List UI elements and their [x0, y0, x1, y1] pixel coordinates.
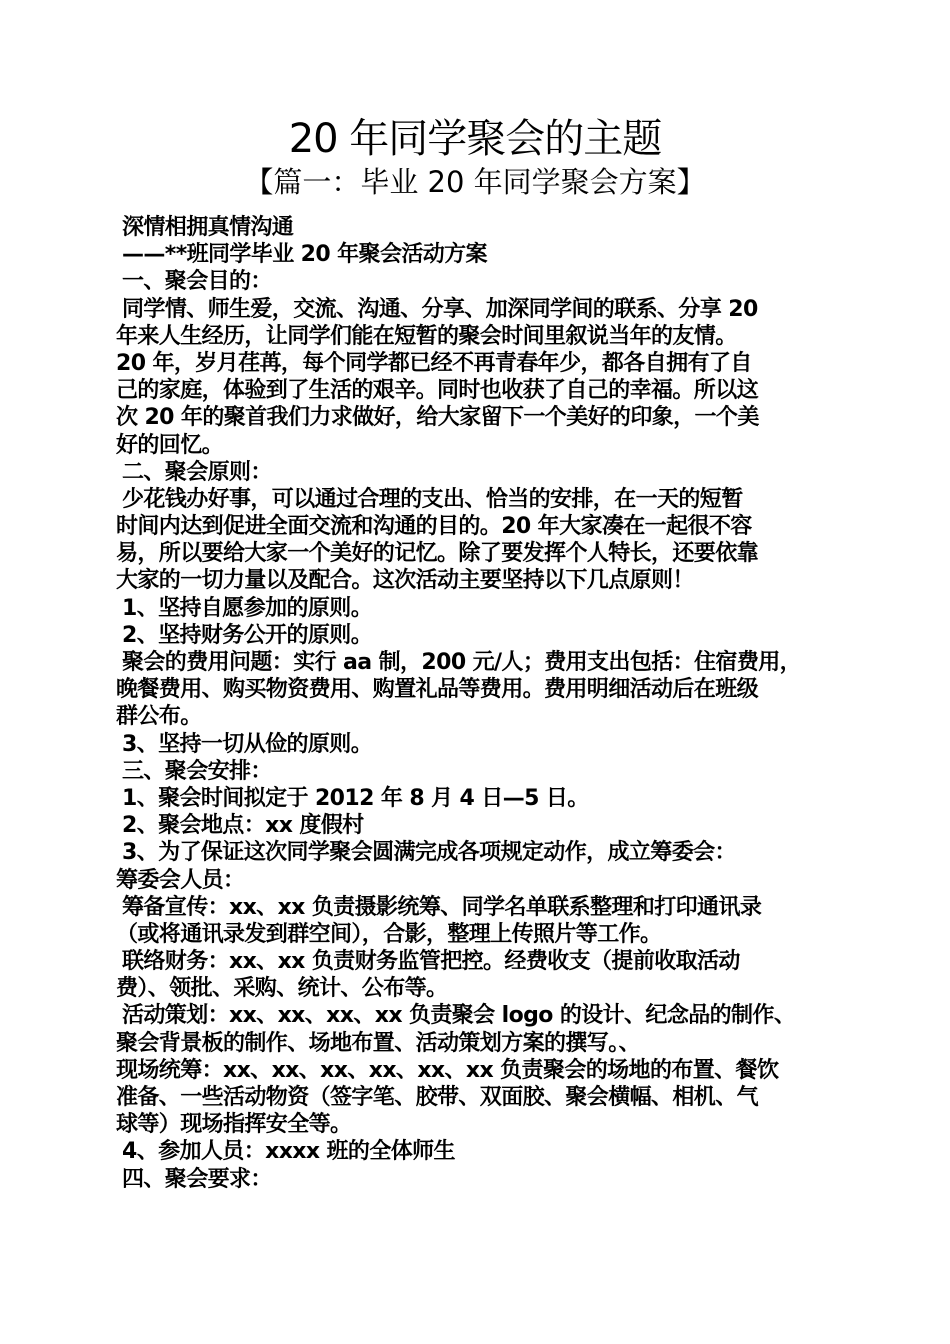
document-subtitle: 【篇一：毕业 20 年同学聚会方案】	[244, 165, 706, 199]
body-line: 同学情、师生爱，交流、沟通、分享、加深同学间的联系、分享 20	[122, 296, 758, 322]
list-item: 1、聚会时间拟定于 2012 年 8 月 4 日—5 日。	[122, 785, 589, 811]
body-line: 球等）现场指挥安全等。	[116, 1112, 352, 1138]
section-heading: 三、聚会安排：	[122, 758, 272, 784]
list-item: 3、为了保证这次同学聚会圆满完成各项规定动作，成立筹委会：	[122, 840, 736, 866]
body-line: 少花钱办好事，可以通过合理的支出、恰当的安排，在一天的短暂	[122, 486, 743, 512]
body-line: 深情相拥真情沟通	[122, 215, 294, 240]
body-line: 次 20 年的聚首我们力求做好，给大家留下一个美好的印象，一个美	[116, 405, 759, 431]
body-line: 筹备宣传：xx、xx 负责摄影统筹、同学名单联系整理和打印通讯录	[122, 894, 762, 920]
body-line: （或将通讯录发到群空间），合影，整理上传照片等工作。	[116, 921, 662, 947]
body-line: 好的回忆。	[116, 432, 224, 458]
list-item: 2、坚持财务公开的原则。	[122, 622, 373, 648]
body-line: ——**班同学毕业 20 年聚会活动方案	[122, 242, 487, 268]
body-line: 群公布。	[116, 704, 202, 730]
body-line: 20 年，岁月荏苒，每个同学都已经不再青春年少，都各自拥有了自	[116, 350, 752, 376]
document-title: 20 年同学聚会的主题	[288, 116, 662, 162]
body-line: 时间内达到促进全面交流和沟通的目的。20 年大家凑在一起很不容	[116, 514, 752, 540]
document-body	[116, 214, 840, 1193]
body-line: 晚餐费用、购买物资费用、购置礼品等费用。费用明细活动后在班级	[116, 677, 759, 703]
list-item: 3、坚持一切从俭的原则。	[122, 731, 373, 757]
body-line: 准备、一些活动物资（签字笔、胶带、双面胶、聚会横幅、相机、气	[116, 1085, 759, 1110]
body-line: 聚会背景板的制作、场地布置、活动策划方案的撰写。、	[116, 1030, 641, 1056]
body-line: 活动策划：xx、xx、xx、xx 负责聚会 logo 的设计、纪念品的制作、	[122, 1003, 796, 1029]
body-line: 现场统筹：xx、xx、xx、xx、xx、xx 负责聚会的场地的布置、餐饮	[116, 1057, 779, 1083]
section-heading: 一、聚会目的：	[122, 269, 272, 295]
body-line: 易，所以要给大家一个美好的记忆。除了要发挥个人特长，还要依靠	[116, 541, 759, 567]
body-line: 联络财务：xx、xx 负责财务监管把控。经费收支（提前收取活动	[122, 949, 740, 975]
section-heading: 二、聚会原则：	[122, 459, 272, 485]
list-item: 2、聚会地点：xx 度假村	[122, 813, 364, 839]
body-line: 大家的一切力量以及配合。这次活动主要坚持以下几点原则！	[116, 568, 694, 594]
body-line: 年来人生经历，让同学们能在短暂的聚会时间里叙说当年的友情。	[116, 323, 737, 349]
body-line: 费）、领批、采购、统计、公布等。	[116, 976, 448, 1002]
section-heading: 四、聚会要求：	[122, 1166, 272, 1192]
list-item: 1、坚持自愿参加的原则。	[122, 595, 373, 621]
list-item: 4、参加人员：xxxx 班的全体师生	[122, 1139, 455, 1165]
body-line: 己的家庭，体验到了生活的艰辛。同时也收获了自己的幸福。所以这	[116, 378, 759, 404]
body-line: 筹委会人员：	[116, 867, 245, 893]
body-line: 聚会的费用问题：实行 aa 制，200 元/人；费用支出包括：住宿费用，	[122, 650, 802, 675]
